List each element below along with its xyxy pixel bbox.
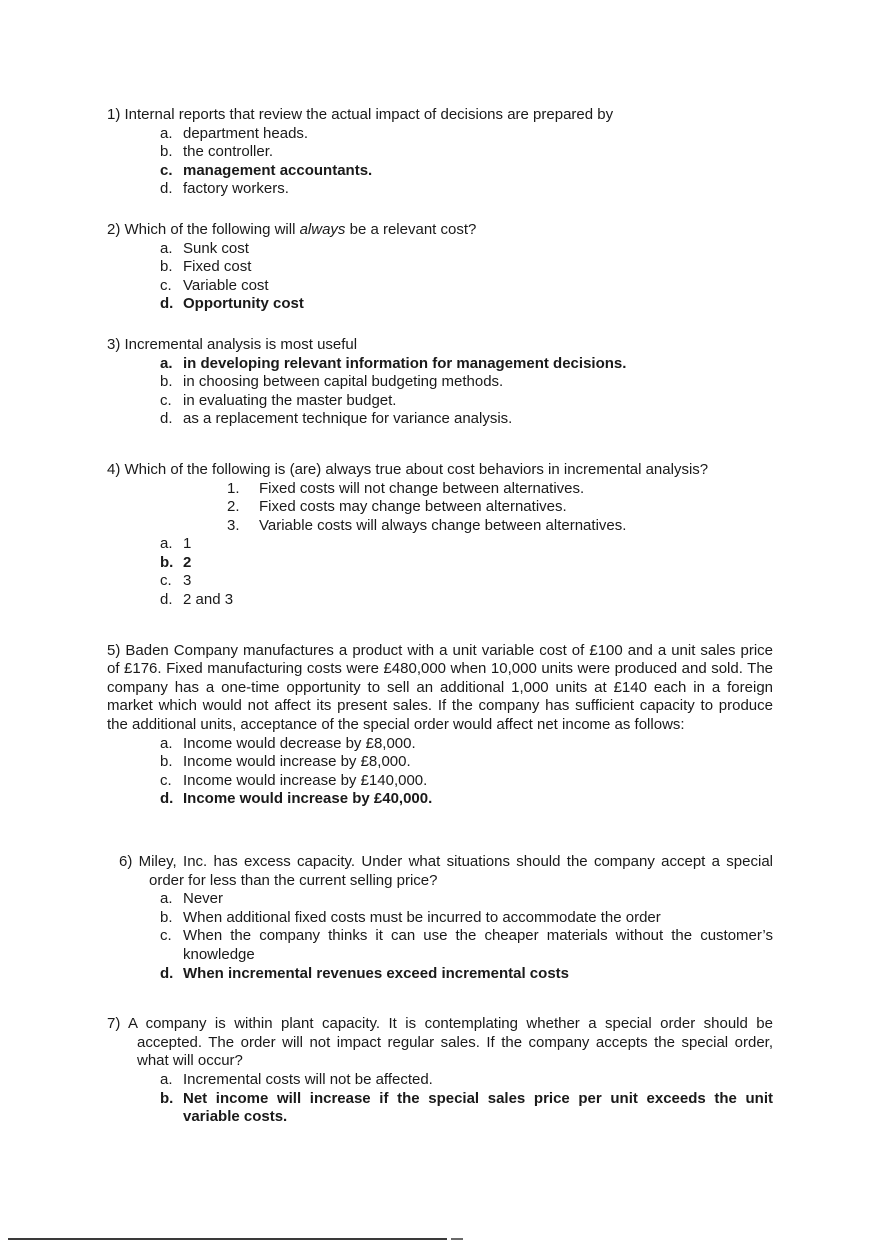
option-label: Income would increase by £40,000. (183, 790, 433, 808)
option-item[interactable] (107, 277, 773, 296)
question-2-stem-part2: be a relevant cost? (345, 220, 477, 238)
question-2-stem-part1: 2) Which of the following will (107, 220, 300, 238)
option-item[interactable] (107, 790, 773, 809)
option-item[interactable] (107, 772, 773, 791)
option-label: department heads. (183, 124, 309, 142)
option-marker: a. (160, 1070, 173, 1088)
option-item[interactable] (107, 535, 773, 554)
option-label: Income would increase by £8,000. (183, 753, 411, 771)
option-label: Net income will increase if the special sales price per unit exceeds the unit variable costs. (183, 1089, 773, 1126)
option-label: in developing relevant information for management decisions. (183, 354, 627, 372)
question-2-stem-emphasis: always (299, 220, 346, 238)
option-item[interactable] (107, 355, 773, 374)
question-1-options (107, 125, 773, 199)
option-marker: c. (160, 391, 172, 409)
question-7-options (107, 1071, 773, 1127)
option-label: 2 and 3 (183, 591, 234, 609)
question-7 (107, 1015, 773, 1127)
sub-item-marker: 2. (227, 498, 240, 516)
option-marker: c. (160, 572, 172, 590)
option-marker: c. (160, 161, 173, 179)
option-item[interactable] (107, 143, 773, 162)
option-item[interactable] (119, 927, 773, 964)
option-label: Opportunity cost (183, 295, 304, 313)
option-item[interactable] (107, 180, 773, 199)
option-marker: b. (160, 258, 173, 276)
option-label: Fixed cost (183, 258, 252, 276)
question-3-options (107, 355, 773, 429)
question-list (107, 106, 773, 1149)
option-marker: a. (160, 890, 173, 908)
option-item[interactable] (107, 125, 773, 144)
sub-item-label: Variable costs will always change between alternatives. (259, 516, 627, 534)
question-4-stem: 4) Which of the following is (are) always true about cost behaviors in incremental analysis? (107, 460, 709, 478)
option-label: When the company thinks it can use the cheaper materials without the customer’s knowledge (183, 927, 773, 963)
option-item[interactable] (119, 890, 773, 909)
option-item[interactable] (107, 591, 773, 610)
option-marker: b. (160, 908, 173, 926)
question-5-stem: 5) Baden Company manufactures a product with a unit variable cost of £100 and a unit sales price of £176. Fixed manufacturing costs were £480,000 when 10,000 units were produced and sold. The company has a one-time opportunity to sell an additional 1,000 units at £140 each in a foreign market which would not affect its present sales. If the company has sufficient capacity to produce the additional units, acceptance of the special order would affect net income as follows: (107, 641, 773, 734)
question-4-sub-items (107, 480, 773, 536)
option-item[interactable] (107, 753, 773, 772)
question-6-options (119, 890, 773, 983)
option-label: Sunk cost (183, 239, 249, 257)
option-label: When additional fixed costs must be incurred to accommodate the order (183, 908, 661, 926)
sub-item-label: Fixed costs may change between alternatives. (259, 498, 567, 516)
option-marker: b. (160, 1089, 174, 1107)
option-marker: a. (160, 239, 173, 257)
option-marker: d. (160, 790, 174, 808)
question-3-stem: 3) Incremental analysis is most useful (107, 335, 358, 353)
option-label: 1 (183, 535, 192, 553)
option-marker: c. (160, 927, 172, 945)
option-marker: b. (160, 553, 174, 571)
option-marker: a. (160, 354, 173, 372)
option-item[interactable] (107, 554, 773, 573)
option-item[interactable] (107, 240, 773, 259)
option-item[interactable] (107, 410, 773, 429)
question-4 (107, 461, 773, 610)
question-1-stem: 1) Internal reports that review the actual impact of decisions are prepared by (107, 106, 614, 123)
question-6-stem: 6) Miley, Inc. has excess capacity. Under what situations should the company accept a special order for less than the current selling price? (119, 853, 773, 889)
question-4-options (107, 535, 773, 609)
option-marker: b. (160, 373, 173, 391)
option-marker: d. (160, 591, 173, 609)
question-5 (107, 642, 773, 809)
option-item[interactable] (107, 162, 773, 181)
option-item[interactable] (107, 1090, 773, 1127)
question-2-options (107, 240, 773, 314)
option-marker: d. (160, 410, 173, 428)
option-label: factory workers. (183, 180, 289, 198)
question-5-options (107, 735, 773, 809)
footnote-separator-rule-tail (451, 1238, 463, 1240)
option-label: 2 (183, 553, 192, 571)
option-item[interactable] (107, 572, 773, 591)
option-label: Never (183, 890, 224, 908)
option-label: management accountants. (183, 161, 373, 179)
option-item[interactable] (119, 909, 773, 928)
sub-item (107, 480, 773, 499)
option-label: 3 (183, 572, 192, 590)
option-marker: b. (160, 143, 173, 161)
option-label: Income would increase by £140,000. (183, 771, 428, 789)
sub-item (107, 498, 773, 517)
sub-item-marker: 1. (227, 479, 240, 497)
option-label: Incremental costs will not be affected. (183, 1070, 433, 1088)
option-label: in evaluating the master budget. (183, 391, 397, 409)
option-marker: c. (160, 276, 172, 294)
option-item[interactable] (107, 373, 773, 392)
option-marker: d. (160, 964, 174, 982)
sub-item (107, 517, 773, 536)
question-2-stem (107, 221, 773, 240)
option-label: as a replacement technique for variance analysis. (183, 410, 513, 428)
option-label: Income would decrease by £8,000. (183, 734, 416, 752)
question-1 (107, 106, 773, 199)
sub-item-label: Fixed costs will not change between alternatives. (259, 479, 585, 497)
option-marker: d. (160, 180, 173, 198)
option-label: When incremental revenues exceed incremental costs (183, 964, 569, 982)
option-item[interactable] (107, 258, 773, 277)
option-marker: a. (160, 734, 173, 752)
question-6 (107, 853, 773, 983)
question-2 (107, 221, 773, 314)
option-item[interactable] (107, 392, 773, 411)
option-label: Variable cost (183, 276, 269, 294)
option-item[interactable] (107, 1071, 773, 1090)
question-3 (107, 336, 773, 429)
option-marker: c. (160, 771, 172, 789)
question-7-stem: 7) A company is within plant capacity. It is contemplating whether a special order should be accepted. The order will not impact regular sales. If the company accepts the special order, what will occur? (107, 1015, 773, 1070)
sub-item-marker: 3. (227, 516, 240, 534)
option-item[interactable] (107, 295, 773, 314)
option-marker: d. (160, 295, 174, 313)
option-item[interactable] (107, 735, 773, 754)
option-marker: a. (160, 535, 173, 553)
option-label: in choosing between capital budgeting methods. (183, 373, 504, 391)
option-marker: b. (160, 753, 173, 771)
option-item[interactable] (119, 965, 773, 984)
option-marker: a. (160, 124, 173, 142)
footnote-separator-rule (8, 1238, 447, 1240)
option-label: the controller. (183, 143, 274, 161)
